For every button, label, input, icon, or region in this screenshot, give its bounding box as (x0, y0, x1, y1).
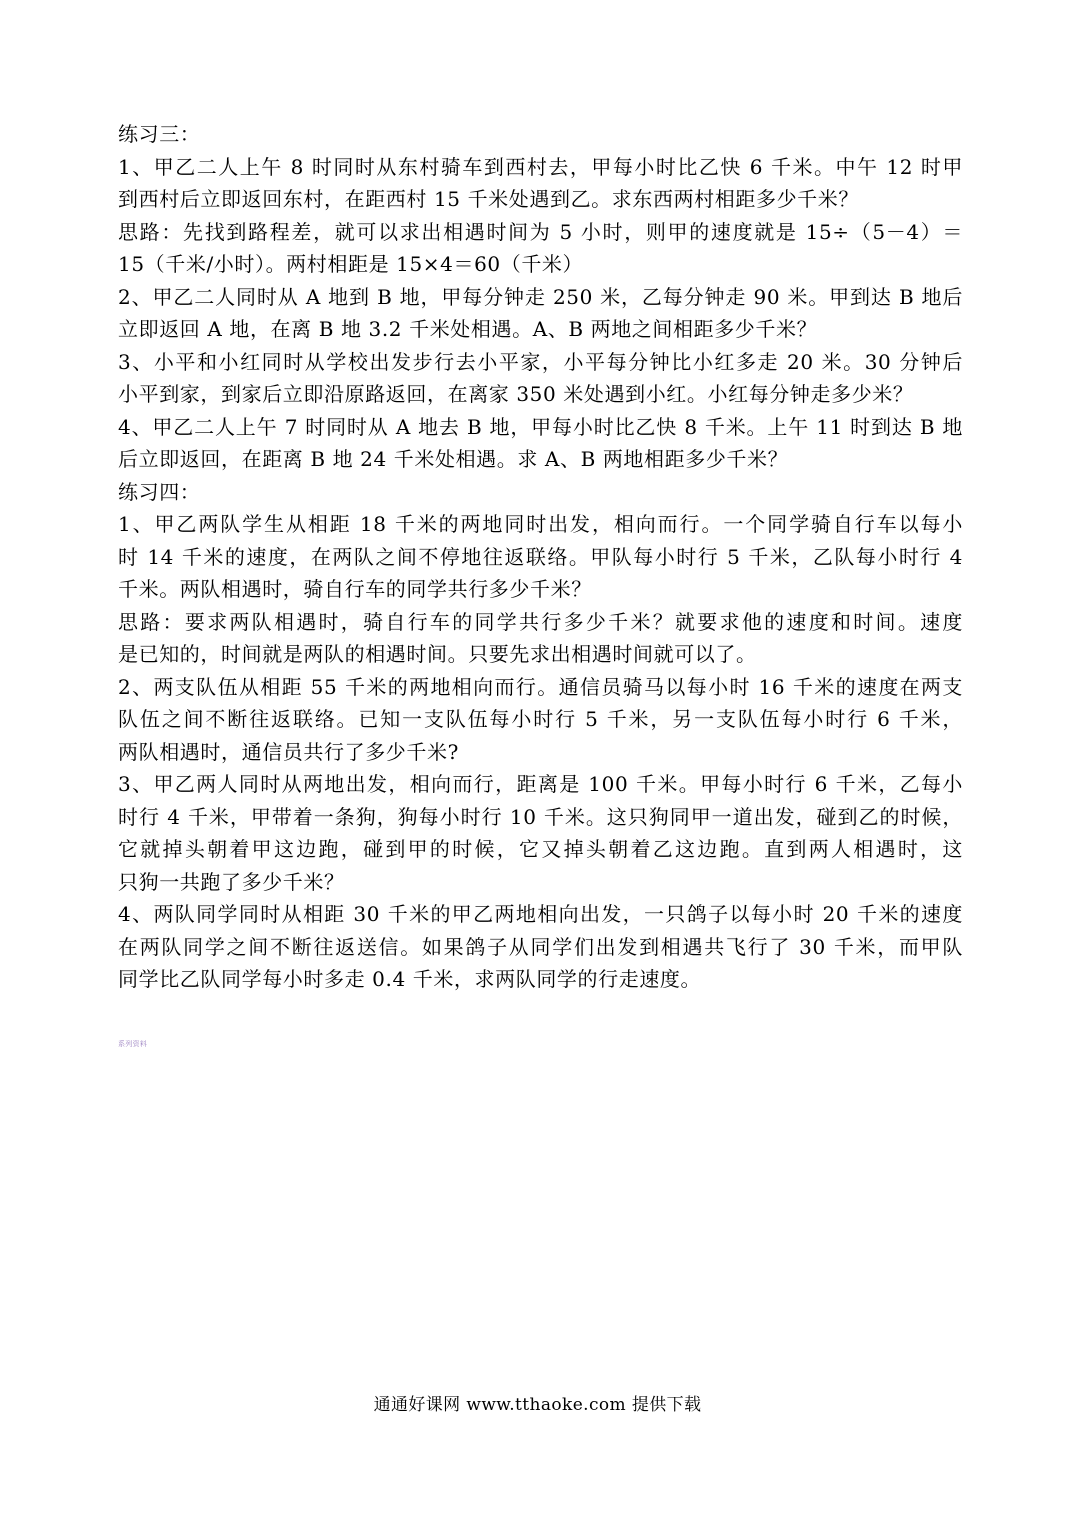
text-line: 它就掉头朝着甲这边跑，碰到甲的时候，它又掉头朝着乙这边跑。直到两人相遇时，这 (118, 837, 963, 861)
text-line: 2、两支队伍从相距 55 千米的两地相向而行。通信员骑马以每小时 16 千米的速度在两支 (118, 674, 963, 699)
text-line: 4、甲乙二人上午 7 时同时从 A 地去 B 地，甲每小时比乙快 8 千米。上午 11 时到达 B 地 (118, 414, 963, 439)
text-line: 思路：先找到路程差，就可以求出相遇时间为 5 小时，则甲的速度就是 15÷（5－4）＝ (118, 219, 963, 244)
text-line: 时行 4 千米，甲带着一条狗，狗每小时行 10 千米。这只狗同甲一道出发，碰到乙的时候， (118, 804, 963, 829)
text-line: 只狗一共跑了多少千米？ (118, 869, 345, 894)
text-line: 后立即返回，在距离 B 地 24 千米处相遇。求 A、B 两地相距多少千米？ (118, 447, 789, 471)
text-line: 是已知的，时间就是两队的相遇时间。只要先求出相遇时间就可以了。 (118, 642, 757, 666)
text-line: 4、两队同学同时从相距 30 千米的甲乙两地相向出发，一只鸽子以每小时 20 千米的速度 (118, 902, 963, 926)
text-line: 立即返回 A 地，在离 B 地 3.2 千米处相遇。A、B 两地之间相距多少千米？ (118, 317, 818, 341)
section-heading-3: 练习三： (118, 122, 201, 146)
text-line: 千米。两队相遇时，骑自行车的同学共行多少千米？ (118, 577, 592, 601)
text-line: 队伍之间不断往返联络。已知一支队伍每小时行 5 千米，另一支队伍每小时行 6 千米， (118, 707, 963, 731)
section-heading-4: 练习四： (118, 479, 201, 504)
series-note: 系列资料 (118, 1040, 148, 1048)
text-line: 3、甲乙两人同时从两地出发，相向而行，距离是 100 千米。甲每小时行 6 千米，乙每小 (118, 772, 963, 796)
text-line: 2、甲乙二人同时从 A 地到 B 地，甲每分钟走 250 米，乙每分钟走 90 米。甲到达 B 地后 (118, 284, 963, 309)
text-line: 时 14 千米的速度，在两队之间不停地往返联络。甲队每小时行 5 千米，乙队每小时行 4 (118, 544, 963, 569)
text-line: 1、甲乙二人上午 8 时同时从东村骑车到西村去，甲每小时比乙快 6 千米。中午 12 时甲 (118, 154, 963, 179)
exercise-text (118, 118, 963, 996)
text-line: 思路：要求两队相遇时，骑自行车的同学共行多少千米？就要求他的速度和时间。速度 (118, 609, 963, 634)
text-line: 1、甲乙两队学生从相距 18 千米的两地同时出发，相向而行。一个同学骑自行车以每小 (118, 512, 963, 536)
text-line: 同学比乙队同学每小时多走 0.4 千米，求两队同学的行走速度。 (118, 967, 702, 991)
text-line: 到西村后立即返回东村，在距西村 15 千米处遇到乙。求东西两村相距多少千米？ (118, 187, 859, 211)
text-line: 两队相遇时，通信员共行了多少千米? (118, 739, 459, 764)
text-line: 在两队同学之间不断往返送信。如果鸽子从同学们出发到相遇共飞行了 30 千米，而甲队 (118, 934, 963, 959)
text-line: 小平到家，到家后立即沿原路返回，在离家 350 米处遇到小红。小红每分钟走多少米？ (118, 382, 914, 406)
text-line: 3、小平和小红同时从学校出发步行去小平家，小平每分钟比小红多走 20 米。30 分钟后 (118, 349, 963, 374)
text-line: 15（千米/小时）。两村相距是 15×4＝60（千米） (118, 252, 584, 276)
page-footer: 通通好课网 www.tthaoke.com 提供下载 (373, 1395, 702, 1415)
